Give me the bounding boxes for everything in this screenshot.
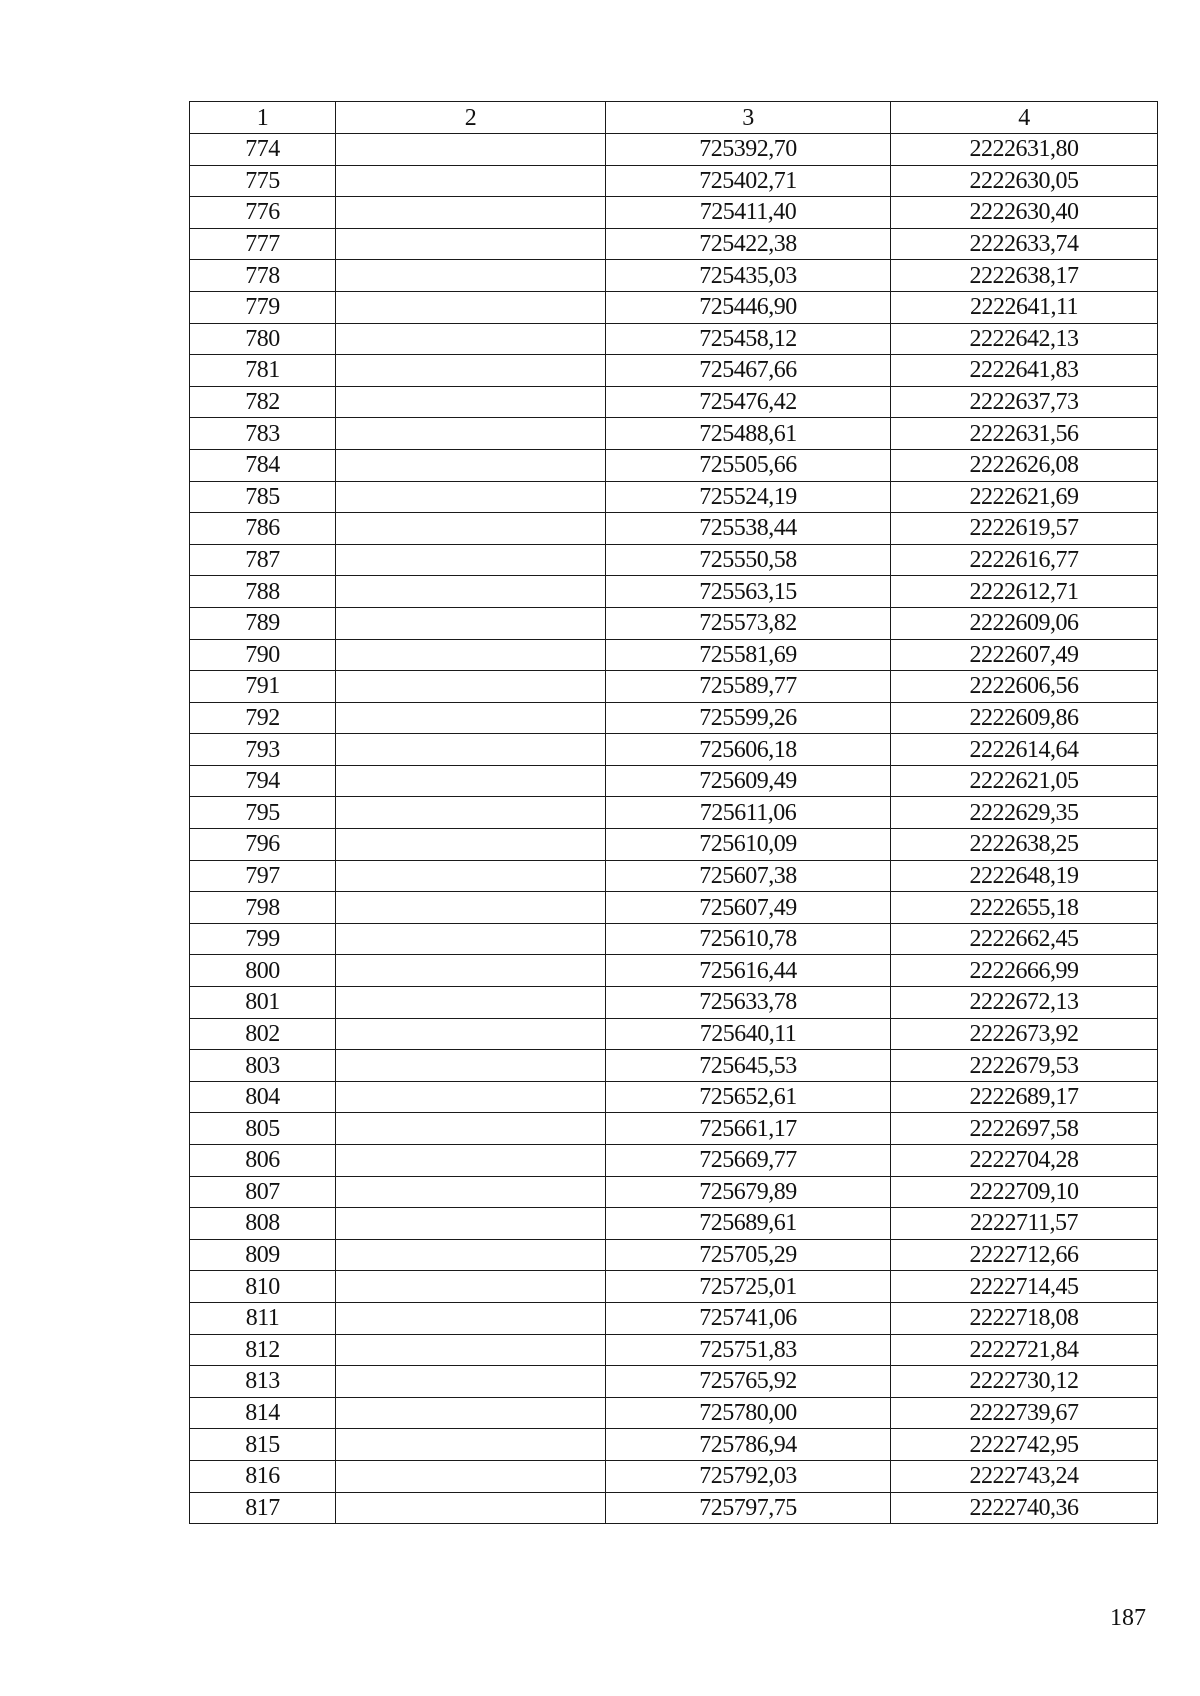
x-coordinate-cell: 725640,11 bbox=[606, 1018, 891, 1050]
page-number: 187 bbox=[1110, 1605, 1146, 1631]
point-number-cell: 806 bbox=[190, 1145, 336, 1177]
column-2-cell bbox=[336, 1176, 606, 1208]
column-2-cell bbox=[336, 1050, 606, 1082]
x-coordinate-cell: 725765,92 bbox=[606, 1366, 891, 1398]
table-row bbox=[190, 197, 1158, 229]
y-coordinate-cell: 2222697,58 bbox=[891, 1113, 1158, 1145]
column-2-cell bbox=[336, 1302, 606, 1334]
column-2-cell bbox=[336, 260, 606, 292]
table-row bbox=[190, 576, 1158, 608]
column-2-cell bbox=[336, 860, 606, 892]
header-cell-3: 3 bbox=[606, 102, 891, 134]
column-2-cell bbox=[336, 1429, 606, 1461]
x-coordinate-cell: 725669,77 bbox=[606, 1145, 891, 1177]
column-2-cell bbox=[336, 892, 606, 924]
table-row bbox=[190, 355, 1158, 387]
y-coordinate-cell: 2222672,13 bbox=[891, 987, 1158, 1019]
point-number-cell: 785 bbox=[190, 481, 336, 513]
table-row bbox=[190, 544, 1158, 576]
x-coordinate-cell: 725411,40 bbox=[606, 197, 891, 229]
table-row bbox=[190, 386, 1158, 418]
header-row bbox=[190, 102, 1158, 134]
column-2-cell bbox=[336, 1208, 606, 1240]
x-coordinate-cell: 725488,61 bbox=[606, 418, 891, 450]
y-coordinate-cell: 2222714,45 bbox=[891, 1271, 1158, 1303]
point-number-cell: 792 bbox=[190, 702, 336, 734]
column-2-cell bbox=[336, 765, 606, 797]
column-2-cell bbox=[336, 1334, 606, 1366]
column-2-cell bbox=[336, 481, 606, 513]
table-row bbox=[190, 987, 1158, 1019]
x-coordinate-cell: 725725,01 bbox=[606, 1271, 891, 1303]
x-coordinate-cell: 725550,58 bbox=[606, 544, 891, 576]
column-2-cell bbox=[336, 386, 606, 418]
x-coordinate-cell: 725422,38 bbox=[606, 228, 891, 260]
y-coordinate-cell: 2222642,13 bbox=[891, 323, 1158, 355]
y-coordinate-cell: 2222630,40 bbox=[891, 197, 1158, 229]
x-coordinate-cell: 725581,69 bbox=[606, 639, 891, 671]
point-number-cell: 781 bbox=[190, 355, 336, 387]
y-coordinate-cell: 2222721,84 bbox=[891, 1334, 1158, 1366]
point-number-cell: 798 bbox=[190, 892, 336, 924]
table-header bbox=[190, 102, 1158, 134]
y-coordinate-cell: 2222641,11 bbox=[891, 291, 1158, 323]
table-row bbox=[190, 734, 1158, 766]
x-coordinate-cell: 725573,82 bbox=[606, 607, 891, 639]
table-row bbox=[190, 1429, 1158, 1461]
column-2-cell bbox=[336, 576, 606, 608]
column-2-cell bbox=[336, 418, 606, 450]
column-2-cell bbox=[336, 671, 606, 703]
table-row bbox=[190, 260, 1158, 292]
x-coordinate-cell: 725611,06 bbox=[606, 797, 891, 829]
point-number-cell: 795 bbox=[190, 797, 336, 829]
column-2-cell bbox=[336, 1397, 606, 1429]
x-coordinate-cell: 725610,78 bbox=[606, 923, 891, 955]
table-row bbox=[190, 923, 1158, 955]
y-coordinate-cell: 2222740,36 bbox=[891, 1492, 1158, 1524]
column-2-cell bbox=[336, 228, 606, 260]
table-row bbox=[190, 1050, 1158, 1082]
column-2-cell bbox=[336, 197, 606, 229]
column-2-cell bbox=[336, 607, 606, 639]
point-number-cell: 782 bbox=[190, 386, 336, 418]
x-coordinate-cell: 725402,71 bbox=[606, 165, 891, 197]
column-2-cell bbox=[336, 323, 606, 355]
point-number-cell: 797 bbox=[190, 860, 336, 892]
x-coordinate-cell: 725589,77 bbox=[606, 671, 891, 703]
x-coordinate-cell: 725476,42 bbox=[606, 386, 891, 418]
point-number-cell: 784 bbox=[190, 449, 336, 481]
table-row bbox=[190, 860, 1158, 892]
x-coordinate-cell: 725607,49 bbox=[606, 892, 891, 924]
x-coordinate-cell: 725446,90 bbox=[606, 291, 891, 323]
column-2-cell bbox=[336, 544, 606, 576]
column-2-cell bbox=[336, 1239, 606, 1271]
point-number-cell: 804 bbox=[190, 1081, 336, 1113]
x-coordinate-cell: 725797,75 bbox=[606, 1492, 891, 1524]
point-number-cell: 810 bbox=[190, 1271, 336, 1303]
coordinates-table bbox=[189, 101, 1158, 1524]
table-row bbox=[190, 228, 1158, 260]
point-number-cell: 816 bbox=[190, 1460, 336, 1492]
table-row bbox=[190, 418, 1158, 450]
table-row bbox=[190, 892, 1158, 924]
point-number-cell: 776 bbox=[190, 197, 336, 229]
x-coordinate-cell: 725616,44 bbox=[606, 955, 891, 987]
x-coordinate-cell: 725607,38 bbox=[606, 860, 891, 892]
column-2-cell bbox=[336, 1271, 606, 1303]
y-coordinate-cell: 2222689,17 bbox=[891, 1081, 1158, 1113]
point-number-cell: 793 bbox=[190, 734, 336, 766]
table-row bbox=[190, 1145, 1158, 1177]
table-row bbox=[190, 134, 1158, 166]
x-coordinate-cell: 725599,26 bbox=[606, 702, 891, 734]
point-number-cell: 775 bbox=[190, 165, 336, 197]
y-coordinate-cell: 2222662,45 bbox=[891, 923, 1158, 955]
table-row bbox=[190, 1208, 1158, 1240]
column-2-cell bbox=[336, 734, 606, 766]
point-number-cell: 799 bbox=[190, 923, 336, 955]
y-coordinate-cell: 2222712,66 bbox=[891, 1239, 1158, 1271]
y-coordinate-cell: 2222607,49 bbox=[891, 639, 1158, 671]
table-row bbox=[190, 797, 1158, 829]
point-number-cell: 814 bbox=[190, 1397, 336, 1429]
column-2-cell bbox=[336, 291, 606, 323]
y-coordinate-cell: 2222743,24 bbox=[891, 1460, 1158, 1492]
table-row bbox=[190, 1176, 1158, 1208]
y-coordinate-cell: 2222621,05 bbox=[891, 765, 1158, 797]
table-row bbox=[190, 1081, 1158, 1113]
point-number-cell: 802 bbox=[190, 1018, 336, 1050]
x-coordinate-cell: 725392,70 bbox=[606, 134, 891, 166]
point-number-cell: 801 bbox=[190, 987, 336, 1019]
y-coordinate-cell: 2222630,05 bbox=[891, 165, 1158, 197]
x-coordinate-cell: 725563,15 bbox=[606, 576, 891, 608]
y-coordinate-cell: 2222730,12 bbox=[891, 1366, 1158, 1398]
x-coordinate-cell: 725610,09 bbox=[606, 829, 891, 861]
column-2-cell bbox=[336, 1081, 606, 1113]
table-row bbox=[190, 291, 1158, 323]
y-coordinate-cell: 2222648,19 bbox=[891, 860, 1158, 892]
column-2-cell bbox=[336, 829, 606, 861]
column-2-cell bbox=[336, 987, 606, 1019]
x-coordinate-cell: 725458,12 bbox=[606, 323, 891, 355]
y-coordinate-cell: 2222631,56 bbox=[891, 418, 1158, 450]
column-2-cell bbox=[336, 449, 606, 481]
x-coordinate-cell: 725538,44 bbox=[606, 513, 891, 545]
table-row bbox=[190, 829, 1158, 861]
y-coordinate-cell: 2222638,25 bbox=[891, 829, 1158, 861]
y-coordinate-cell: 2222711,57 bbox=[891, 1208, 1158, 1240]
x-coordinate-cell: 725505,66 bbox=[606, 449, 891, 481]
point-number-cell: 786 bbox=[190, 513, 336, 545]
table-row bbox=[190, 1334, 1158, 1366]
column-2-cell bbox=[336, 355, 606, 387]
y-coordinate-cell: 2222673,92 bbox=[891, 1018, 1158, 1050]
header-cell-2: 2 bbox=[336, 102, 606, 134]
x-coordinate-cell: 725467,66 bbox=[606, 355, 891, 387]
point-number-cell: 779 bbox=[190, 291, 336, 323]
table-body bbox=[190, 134, 1158, 1524]
x-coordinate-cell: 725633,78 bbox=[606, 987, 891, 1019]
table-row bbox=[190, 481, 1158, 513]
table-row bbox=[190, 639, 1158, 671]
y-coordinate-cell: 2222666,99 bbox=[891, 955, 1158, 987]
table-row bbox=[190, 1460, 1158, 1492]
y-coordinate-cell: 2222709,10 bbox=[891, 1176, 1158, 1208]
point-number-cell: 809 bbox=[190, 1239, 336, 1271]
table-row bbox=[190, 607, 1158, 639]
column-2-cell bbox=[336, 639, 606, 671]
x-coordinate-cell: 725786,94 bbox=[606, 1429, 891, 1461]
x-coordinate-cell: 725609,49 bbox=[606, 765, 891, 797]
table-row bbox=[190, 1366, 1158, 1398]
y-coordinate-cell: 2222679,53 bbox=[891, 1050, 1158, 1082]
y-coordinate-cell: 2222739,67 bbox=[891, 1397, 1158, 1429]
y-coordinate-cell: 2222609,06 bbox=[891, 607, 1158, 639]
point-number-cell: 791 bbox=[190, 671, 336, 703]
y-coordinate-cell: 2222619,57 bbox=[891, 513, 1158, 545]
column-2-cell bbox=[336, 1113, 606, 1145]
table-row bbox=[190, 1397, 1158, 1429]
column-2-cell bbox=[336, 955, 606, 987]
table-row bbox=[190, 323, 1158, 355]
y-coordinate-cell: 2222629,35 bbox=[891, 797, 1158, 829]
x-coordinate-cell: 725645,53 bbox=[606, 1050, 891, 1082]
x-coordinate-cell: 725751,83 bbox=[606, 1334, 891, 1366]
point-number-cell: 790 bbox=[190, 639, 336, 671]
y-coordinate-cell: 2222606,56 bbox=[891, 671, 1158, 703]
table-row bbox=[190, 1271, 1158, 1303]
x-coordinate-cell: 725780,00 bbox=[606, 1397, 891, 1429]
y-coordinate-cell: 2222742,95 bbox=[891, 1429, 1158, 1461]
column-2-cell bbox=[336, 1366, 606, 1398]
point-number-cell: 815 bbox=[190, 1429, 336, 1461]
table-row bbox=[190, 1302, 1158, 1334]
table-row bbox=[190, 165, 1158, 197]
x-coordinate-cell: 725679,89 bbox=[606, 1176, 891, 1208]
point-number-cell: 813 bbox=[190, 1366, 336, 1398]
point-number-cell: 789 bbox=[190, 607, 336, 639]
y-coordinate-cell: 2222637,73 bbox=[891, 386, 1158, 418]
x-coordinate-cell: 725689,61 bbox=[606, 1208, 891, 1240]
column-2-cell bbox=[336, 513, 606, 545]
table-row bbox=[190, 513, 1158, 545]
y-coordinate-cell: 2222612,71 bbox=[891, 576, 1158, 608]
point-number-cell: 777 bbox=[190, 228, 336, 260]
header-cell-1: 1 bbox=[190, 102, 336, 134]
point-number-cell: 807 bbox=[190, 1176, 336, 1208]
y-coordinate-cell: 2222614,64 bbox=[891, 734, 1158, 766]
table-row bbox=[190, 1239, 1158, 1271]
point-number-cell: 794 bbox=[190, 765, 336, 797]
y-coordinate-cell: 2222704,28 bbox=[891, 1145, 1158, 1177]
column-2-cell bbox=[336, 702, 606, 734]
point-number-cell: 796 bbox=[190, 829, 336, 861]
point-number-cell: 778 bbox=[190, 260, 336, 292]
y-coordinate-cell: 2222633,74 bbox=[891, 228, 1158, 260]
point-number-cell: 805 bbox=[190, 1113, 336, 1145]
table-row bbox=[190, 671, 1158, 703]
x-coordinate-cell: 725741,06 bbox=[606, 1302, 891, 1334]
point-number-cell: 787 bbox=[190, 544, 336, 576]
column-2-cell bbox=[336, 134, 606, 166]
point-number-cell: 774 bbox=[190, 134, 336, 166]
x-coordinate-cell: 725606,18 bbox=[606, 734, 891, 766]
table-row bbox=[190, 955, 1158, 987]
table-row bbox=[190, 702, 1158, 734]
point-number-cell: 811 bbox=[190, 1302, 336, 1334]
point-number-cell: 808 bbox=[190, 1208, 336, 1240]
point-number-cell: 780 bbox=[190, 323, 336, 355]
x-coordinate-cell: 725652,61 bbox=[606, 1081, 891, 1113]
y-coordinate-cell: 2222718,08 bbox=[891, 1302, 1158, 1334]
y-coordinate-cell: 2222609,86 bbox=[891, 702, 1158, 734]
y-coordinate-cell: 2222655,18 bbox=[891, 892, 1158, 924]
point-number-cell: 788 bbox=[190, 576, 336, 608]
point-number-cell: 800 bbox=[190, 955, 336, 987]
column-2-cell bbox=[336, 1018, 606, 1050]
x-coordinate-cell: 725705,29 bbox=[606, 1239, 891, 1271]
point-number-cell: 783 bbox=[190, 418, 336, 450]
y-coordinate-cell: 2222638,17 bbox=[891, 260, 1158, 292]
point-number-cell: 817 bbox=[190, 1492, 336, 1524]
y-coordinate-cell: 2222631,80 bbox=[891, 134, 1158, 166]
table-row bbox=[190, 1492, 1158, 1524]
y-coordinate-cell: 2222621,69 bbox=[891, 481, 1158, 513]
x-coordinate-cell: 725661,17 bbox=[606, 1113, 891, 1145]
table-row bbox=[190, 1113, 1158, 1145]
column-2-cell bbox=[336, 1145, 606, 1177]
x-coordinate-cell: 725524,19 bbox=[606, 481, 891, 513]
header-cell-4: 4 bbox=[891, 102, 1158, 134]
column-2-cell bbox=[336, 797, 606, 829]
table-row bbox=[190, 1018, 1158, 1050]
column-2-cell bbox=[336, 1460, 606, 1492]
y-coordinate-cell: 2222626,08 bbox=[891, 449, 1158, 481]
column-2-cell bbox=[336, 165, 606, 197]
point-number-cell: 812 bbox=[190, 1334, 336, 1366]
table-row bbox=[190, 449, 1158, 481]
x-coordinate-cell: 725435,03 bbox=[606, 260, 891, 292]
point-number-cell: 803 bbox=[190, 1050, 336, 1082]
column-2-cell bbox=[336, 1492, 606, 1524]
y-coordinate-cell: 2222641,83 bbox=[891, 355, 1158, 387]
x-coordinate-cell: 725792,03 bbox=[606, 1460, 891, 1492]
column-2-cell bbox=[336, 923, 606, 955]
table-row bbox=[190, 765, 1158, 797]
y-coordinate-cell: 2222616,77 bbox=[891, 544, 1158, 576]
